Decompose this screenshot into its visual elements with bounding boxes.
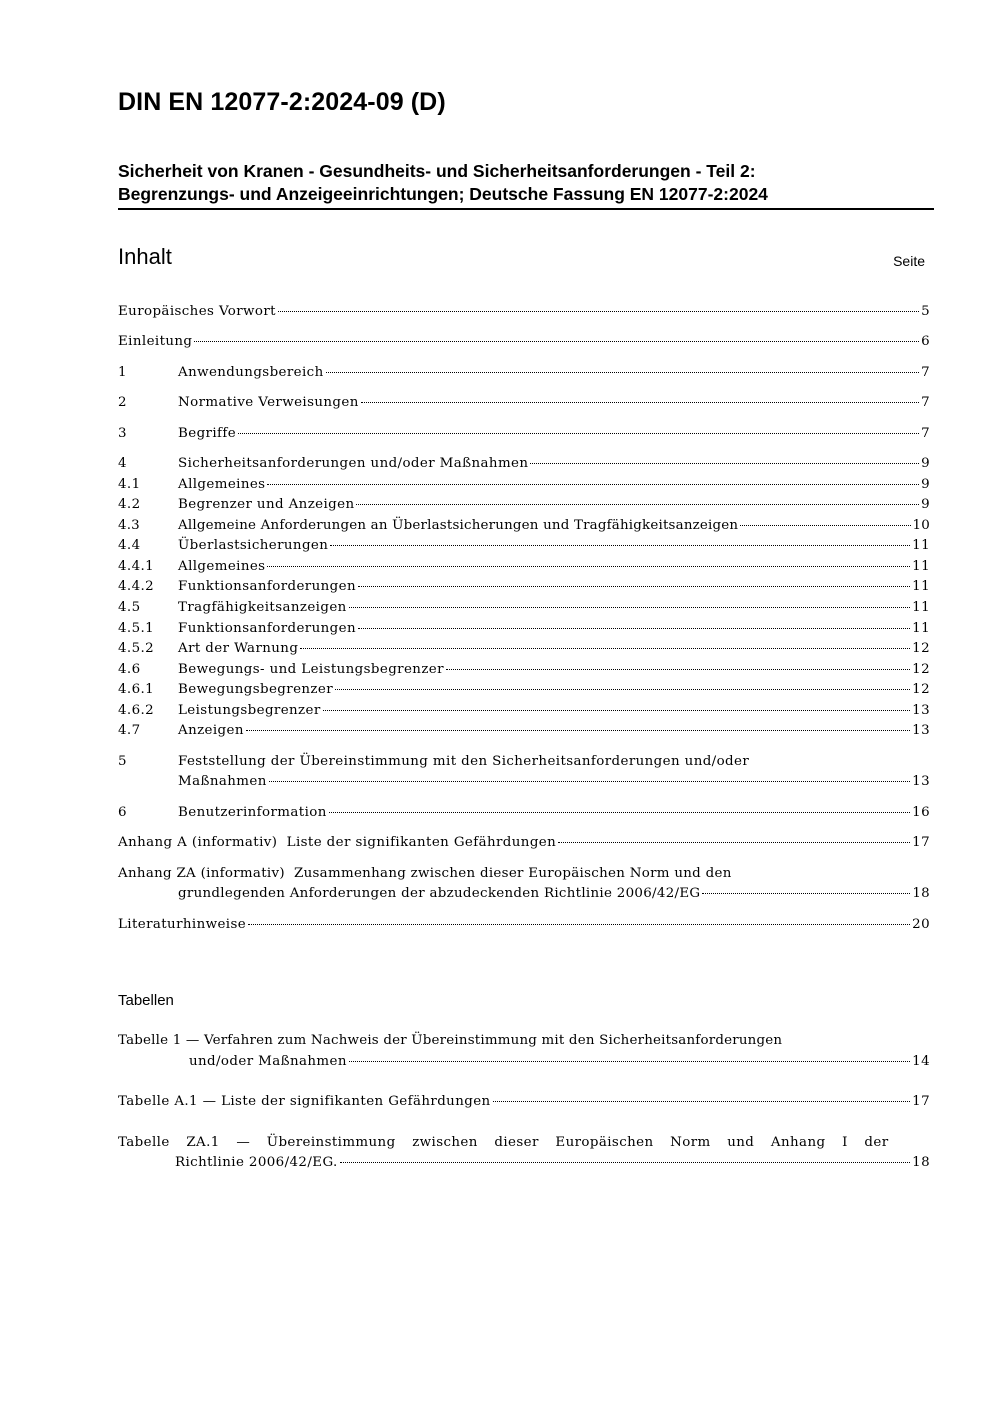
- toc-entry-label: Allgemeines: [178, 477, 266, 492]
- dot-leader: [278, 311, 919, 312]
- toc-entry-label: Begrenzer und Anzeigen: [178, 497, 355, 512]
- dot-leader: [194, 341, 919, 342]
- toc-entry-number: 4.3: [118, 518, 140, 533]
- toc-entry-label: Normative Verweisungen: [178, 395, 359, 410]
- toc-entry[interactable]: [118, 577, 930, 597]
- toc-entry-page: 11: [912, 621, 930, 636]
- table-entry-label: Richtlinie 2006/42/EG.: [175, 1155, 338, 1170]
- toc-entry-label: Benutzerinformation: [178, 805, 327, 820]
- toc-entry-label: Funktionsanforderungen: [178, 579, 356, 594]
- toc-entry-label: Maßnahmen: [178, 774, 267, 789]
- toc-entry-label: Literaturhinweise: [118, 917, 247, 932]
- toc-entry[interactable]: [118, 701, 930, 721]
- toc-entry-label: Europäisches Vorwort: [118, 304, 276, 319]
- toc-entry-label: grundlegenden Anforderungen der abzudeckenden Richtlinie 2006/42/EG: [178, 886, 701, 901]
- subtitle-line-1: Sicherheit von Kranen - Gesundheits- und Sicherheitsanforderungen - Teil 2:: [118, 161, 756, 181]
- toc-entry-number: 4.5: [118, 600, 141, 615]
- toc-entry[interactable]: [118, 475, 930, 495]
- toc-entry[interactable]: [118, 772, 930, 792]
- toc-entry-page: 20: [912, 917, 930, 932]
- dot-leader: [300, 648, 910, 649]
- document-title: DIN EN 12077-2:2024-09 (D): [118, 88, 446, 116]
- toc-entry-label: Anzeigen: [178, 723, 244, 738]
- toc-entry-page: 11: [912, 559, 930, 574]
- dot-leader: [269, 781, 910, 782]
- toc-entry-page: 9: [921, 497, 930, 512]
- toc-entry-number: 4.5.2: [118, 641, 155, 656]
- toc-entry-number: 4.6.2: [118, 703, 155, 718]
- toc-entry-number: 6: [118, 805, 127, 820]
- dot-leader: [358, 586, 910, 587]
- toc-entry-label: Einleitung: [118, 334, 193, 349]
- dot-leader: [558, 842, 910, 843]
- toc-entry[interactable]: [118, 598, 930, 618]
- toc-entry-page: 13: [912, 723, 930, 738]
- toc-entry-first-line[interactable]: [118, 752, 930, 772]
- toc-entry-number: 5: [118, 754, 127, 769]
- toc-entry[interactable]: [118, 915, 930, 935]
- dot-leader: [267, 484, 919, 485]
- toc-entry[interactable]: [118, 302, 930, 322]
- toc-entry-page: 6: [921, 334, 930, 349]
- toc-entry-label: Funktionsanforderungen: [178, 621, 356, 636]
- toc-entry-first-line[interactable]: [118, 864, 930, 884]
- tables-heading: Tabellen: [118, 992, 174, 1009]
- toc-entry-label: Begriffe: [178, 426, 237, 441]
- toc-entry-number: 4.6: [118, 662, 141, 677]
- toc-entry-label-line-1: Anhang ZA (informativ) Zusammenhang zwischen dieser Europäischen Norm und den: [118, 866, 732, 881]
- toc-entry-page: 13: [912, 703, 930, 718]
- dot-leader: [335, 689, 910, 690]
- toc-entry[interactable]: [118, 721, 930, 741]
- toc-entry-page: 11: [912, 579, 930, 594]
- toc-entry-page: 12: [912, 682, 930, 697]
- toc-entry-page: 16: [912, 805, 930, 820]
- toc-entry-page: 10: [912, 518, 930, 533]
- toc-entry[interactable]: [118, 424, 930, 444]
- toc-entry-label: Allgemeines: [178, 559, 266, 574]
- table-entry[interactable]: [118, 1153, 930, 1173]
- page-column-label: Seite: [893, 253, 925, 269]
- dot-leader: [267, 566, 910, 567]
- toc-entry[interactable]: [118, 393, 930, 413]
- toc-entry-label-line-1: Feststellung der Übereinstimmung mit den Sicherheitsanforderungen und/oder: [178, 754, 750, 769]
- toc-entry[interactable]: [118, 363, 930, 383]
- toc-entry-label: Bewegungsbegrenzer: [178, 682, 334, 697]
- dot-leader: [326, 372, 919, 373]
- toc-entry-label: Allgemeine Anforderungen an Überlastsicherungen und Tragfähigkeitsanzeigen: [178, 518, 739, 533]
- dot-leader: [330, 545, 910, 546]
- toc-entry-label: Anwendungsbereich: [178, 365, 324, 380]
- toc-entry-page: 12: [912, 641, 930, 656]
- table-entry[interactable]: [118, 1052, 930, 1072]
- table-entry-page: 18: [912, 1155, 930, 1170]
- toc-entry-label: Art der Warnung: [178, 641, 299, 656]
- toc-entry-label: Anhang A (informativ) Liste der signifikanten Gefährdungen: [118, 835, 557, 850]
- dot-leader: [340, 1162, 910, 1163]
- toc-entry-label: Sicherheitsanforderungen und/oder Maßnahmen: [178, 456, 529, 471]
- table-entry-first-line[interactable]: [118, 1133, 890, 1153]
- toc-entry-page: 12: [912, 662, 930, 677]
- dot-leader: [246, 730, 910, 731]
- toc-entry-page: 18: [912, 886, 930, 901]
- toc-entry[interactable]: [118, 884, 930, 904]
- toc-entry-number: 4.1: [118, 477, 141, 492]
- table-entry-label-line-1: Tabelle 1 — Verfahren zum Nachweis der Übereinstimmung mit den Sicherheitsanforderungen: [118, 1033, 783, 1048]
- toc-entry[interactable]: [118, 619, 930, 639]
- dot-leader: [323, 710, 911, 711]
- toc-entry-number: 4.7: [118, 723, 141, 738]
- toc-entry-page: 13: [912, 774, 930, 789]
- dot-leader: [349, 607, 910, 608]
- toc-entry-page: 7: [921, 395, 930, 410]
- dot-leader: [238, 433, 919, 434]
- dot-leader: [349, 1061, 910, 1062]
- toc-entry[interactable]: [118, 536, 930, 556]
- toc-entry-label: Tragfähigkeitsanzeigen: [178, 600, 347, 615]
- toc-entry-label: Überlastsicherungen: [178, 538, 329, 553]
- dot-leader: [356, 504, 919, 505]
- toc-entry-label: Leistungsbegrenzer: [178, 703, 321, 718]
- dot-leader: [530, 463, 919, 464]
- dot-leader: [493, 1101, 911, 1102]
- toc-entry-number: 3: [118, 426, 127, 441]
- dot-leader: [740, 525, 910, 526]
- toc-entry-number: 4.4.1: [118, 559, 155, 574]
- table-entry-first-line[interactable]: [118, 1031, 930, 1051]
- toc-entry[interactable]: [118, 803, 930, 823]
- toc-entry-number: 1: [118, 365, 127, 380]
- document-subtitle: [118, 160, 934, 210]
- toc-entry-number: 4.2: [118, 497, 141, 512]
- toc-entry-number: 4: [118, 456, 127, 471]
- toc-entry[interactable]: [118, 454, 930, 474]
- toc-entry[interactable]: [118, 557, 930, 577]
- dot-leader: [702, 893, 910, 894]
- table-entry-page: 17: [912, 1094, 930, 1109]
- toc-entry-number: 4.6.1: [118, 682, 155, 697]
- toc-entry[interactable]: [118, 332, 930, 352]
- toc-entry-page: 17: [912, 835, 930, 850]
- table-entry-label: Tabelle A.1 — Liste der signifikanten Gefährdungen: [118, 1094, 491, 1109]
- dot-leader: [446, 669, 910, 670]
- toc-entry-page: 11: [912, 600, 930, 615]
- table-entry-label-line-1: Tabelle ZA.1 — Übereinstimmung zwischen dieser Europäischen Norm und Anhang I der: [118, 1135, 889, 1150]
- table-entry-label: und/oder Maßnahmen: [189, 1054, 347, 1069]
- dot-leader: [361, 402, 919, 403]
- toc-entry-number: 2: [118, 395, 127, 410]
- toc-entry-page: 7: [921, 426, 930, 441]
- toc-entry-page: 9: [921, 456, 930, 471]
- toc-entry-number: 4.4: [118, 538, 141, 553]
- table-entry[interactable]: [118, 1092, 930, 1112]
- toc-entry-page: 11: [912, 538, 930, 553]
- toc-entry[interactable]: [118, 516, 930, 536]
- toc-entry-label: Bewegungs- und Leistungsbegrenzer: [178, 662, 444, 677]
- toc-entry[interactable]: [118, 833, 930, 853]
- toc-entry-number: 4.4.2: [118, 579, 155, 594]
- toc-entry[interactable]: [118, 660, 930, 680]
- toc-entry[interactable]: [118, 495, 930, 515]
- toc-entry-page: 9: [921, 477, 930, 492]
- toc-entry-number: 4.5.1: [118, 621, 155, 636]
- subtitle-line-2: Begrenzungs- und Anzeigeeinrichtungen; Deutsche Fassung EN 12077-2:2024: [118, 184, 768, 204]
- dot-leader: [358, 628, 910, 629]
- dot-leader: [329, 812, 910, 813]
- toc-entry-page: 5: [921, 304, 930, 319]
- toc-heading: Inhalt: [118, 244, 172, 269]
- dot-leader: [248, 924, 910, 925]
- table-entry-page: 14: [912, 1054, 930, 1069]
- toc-entry-page: 7: [921, 365, 930, 380]
- toc-entry[interactable]: [118, 680, 930, 700]
- toc-entry[interactable]: [118, 639, 930, 659]
